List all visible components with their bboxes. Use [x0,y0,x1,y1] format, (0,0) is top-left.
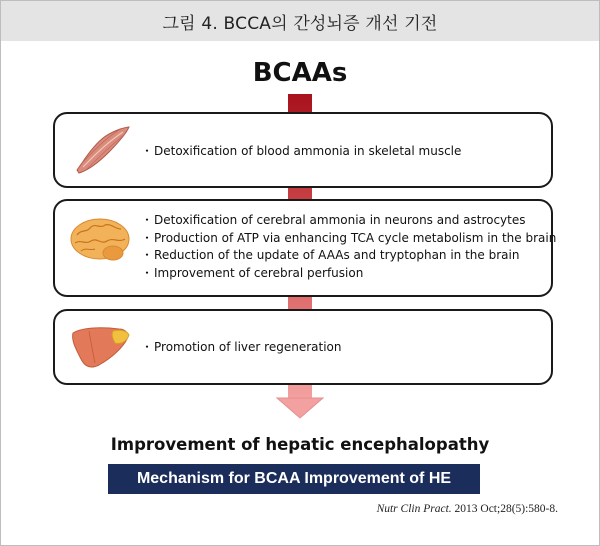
list-item: ・ Production of ATP via enhancing TCA cycle metabolism in the brain [141,230,556,248]
list-item: ・ Detoxification of cerebral ammonia in neurons and astrocytes [141,212,556,230]
conclusion-label: Improvement of hepatic encephalopathy [110,435,490,454]
caption-text: Mechanism for BCAA Improvement of HE [136,470,452,487]
bcaas-label: BCAAs [252,58,348,88]
list-item: ・ Detoxification of blood ammonia in skeletal muscle [141,142,461,159]
citation-journal: Nutr Clin Pract. [376,503,452,515]
citation [377,503,558,515]
mechanism-box-muscle [53,112,553,188]
brain-icon [67,215,133,265]
figure-title: 그림 4. BCCA의 간성뇌증 개선 기전 [162,13,438,34]
mechanism-box-brain [53,199,557,297]
list-item: ・ Promotion of liver regeneration [141,338,341,355]
mechanism-box-liver [53,309,553,385]
citation-details: 2013 Oct;28(5):580-8. [454,503,558,515]
brain-mechanisms [141,212,556,282]
liver-mechanisms [141,338,341,355]
muscle-icon [73,124,133,176]
arrow-head [277,398,323,418]
muscle-mechanisms [141,142,461,159]
caption-banner [108,464,480,494]
list-item: ・ Improvement of cerebral perfusion [141,265,556,283]
liver-icon [69,323,133,371]
list-item: ・ Reduction of the update of AAAs and tryptophan in the brain [141,247,556,265]
